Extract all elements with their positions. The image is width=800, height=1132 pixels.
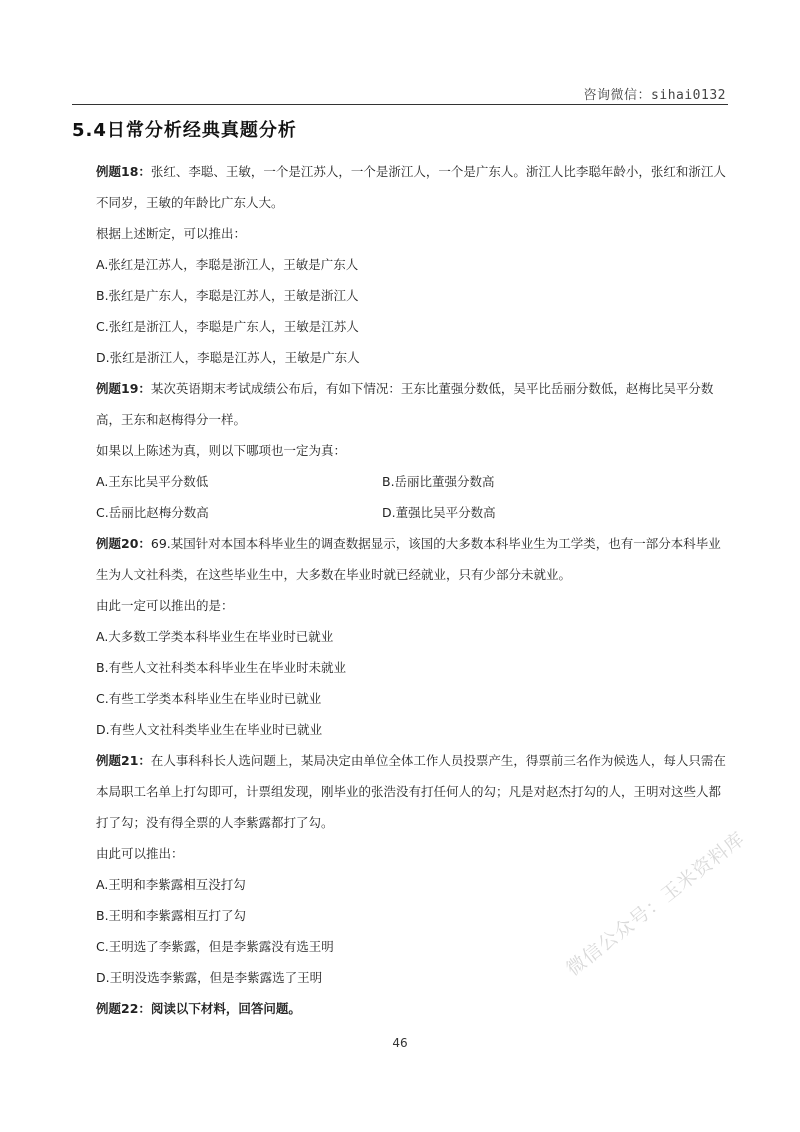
question-19-label: 例题19： (96, 381, 151, 396)
watermark: 微信公众号：玉米资料库 (562, 827, 750, 981)
question-20-stem (72, 528, 728, 590)
question-19-options-row-2 (72, 497, 728, 528)
question-21-stem (72, 745, 728, 838)
question-18-stem (72, 156, 728, 218)
question-20-label: 例题20： (96, 536, 151, 551)
section-title: 5.4日常分析经典真题分析 (72, 120, 297, 141)
question-19-option-a: A.王东比吴平分数低 (96, 474, 209, 489)
question-21-label: 例题21： (96, 753, 151, 768)
question-19-stem (72, 373, 728, 435)
question-19-prompt: 如果以上陈述为真，则以下哪项也一定为真： (96, 443, 347, 458)
question-18-option-a: A.张红是江苏人，李聪是浙江人，王敏是广东人 (96, 257, 359, 272)
header-contact: 咨询微信：sihai0132 (583, 88, 726, 103)
question-20-prompt: 由此一定可以推出的是： (96, 598, 234, 613)
question-18-prompt: 根据上述断定，可以推出： (96, 226, 247, 241)
question-19-options-row-1 (72, 466, 728, 497)
question-19-option-d: D.董强比吴平分数高 (382, 505, 496, 520)
question-20-text: 69.某国针对本国本科毕业生的调查数据显示，该国的大多数本科毕业生为工学类，也有一部分本科毕业生为人文社科类，在这些毕业生中，大多数在毕业时就已经就业，只有少部分未就业。 (96, 536, 721, 582)
page-number: 46 (392, 1036, 408, 1050)
question-19-text: 某次英语期末考试成绩公布后，有如下情况：王东比董强分数低，吴平比岳丽分数低，赵梅比吴平分数高，王东和赵梅得分一样。 (96, 381, 714, 427)
question-18-label: 例题18： (96, 164, 151, 179)
page-content (72, 156, 728, 1024)
question-19-option-b: B.岳丽比董强分数高 (382, 474, 495, 489)
question-22-heading: 例题22：阅读以下材料，回答问题。 (96, 1001, 301, 1016)
header-divider (72, 104, 728, 105)
question-20-option-a: A.大多数工学类本科毕业生在毕业时已就业 (96, 629, 334, 644)
question-21-option-a: A.王明和李紫露相互没打勾 (96, 877, 246, 892)
question-21-option-b: B.王明和李紫露相互打了勾 (96, 908, 247, 923)
question-18-option-c: C.张红是浙江人，李聪是广东人，王敏是江苏人 (96, 319, 359, 334)
question-20-option-c: C.有些工学类本科毕业生在毕业时已就业 (96, 691, 322, 706)
question-18-text: 张红、李聪、王敏，一个是江苏人，一个是浙江人，一个是广东人。浙江人比李聪年龄小，张红和浙江人不同岁，王敏的年龄比广东人大。 (96, 164, 726, 210)
question-21-option-c: C.王明选了李紫露，但是李紫露没有选王明 (96, 939, 334, 954)
question-18-option-d: D.张红是浙江人，李聪是江苏人，王敏是广东人 (96, 350, 360, 365)
question-19-option-c: C.岳丽比赵梅分数高 (96, 505, 209, 520)
question-21-text: 在人事科科长人选问题上，某局决定由单位全体工作人员投票产生，得票前三名作为候选人，每人只需在本局职工名单上打勾即可，计票组发现，刚毕业的张浩没有打任何人的勾；凡是对赵杰打勾的人，王明对这些人都打了勾；没有得全票的人李紫露都打了勾。 (96, 753, 726, 830)
question-21-option-d: D.王明没选李紫露，但是李紫露选了王明 (96, 970, 323, 985)
question-20-option-b: B.有些人文社科类本科毕业生在毕业时未就业 (96, 660, 347, 675)
question-20-option-d: D.有些人文社科类毕业生在毕业时已就业 (96, 722, 323, 737)
question-21-prompt: 由此可以推出： (96, 846, 184, 861)
question-18-option-b: B.张红是广东人，李聪是江苏人，王敏是浙江人 (96, 288, 359, 303)
